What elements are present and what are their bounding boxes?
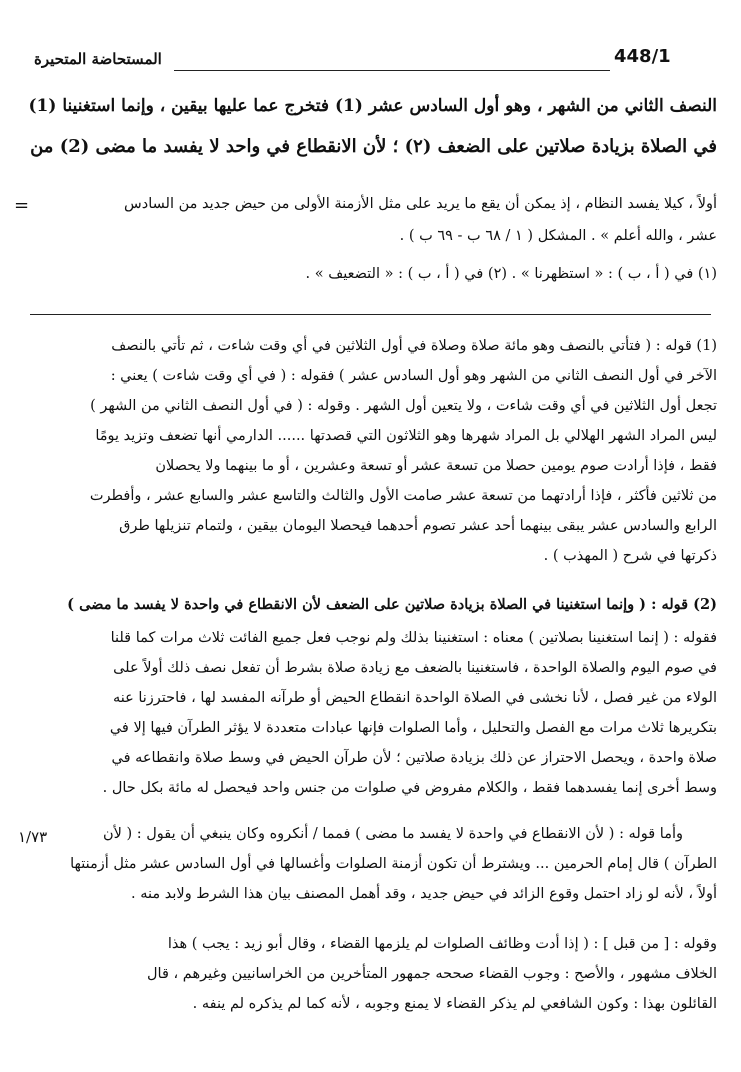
- continuation-mark: =: [14, 195, 30, 216]
- commentary-line: أولاً ، لأنه لو زاد احتمل وقوع الزائد في حيض جديد ، وقد أهمل المصنف بيان هذا الشرط ولابد منه .: [131, 886, 717, 902]
- margin-folio-marker: ١/٧٣: [18, 828, 48, 846]
- commentary-line: بتكريرها ثلاث مرات مع الفصل والتحليل ، وأما الصلوات فإنها عبادات متعددة لا يؤثر الطرآن فيها إلا في: [109, 720, 717, 736]
- footnote-line: أولاً ، كيلا يفسد النظام ، إذ يمكن أن يقع ما يريد على مثل الأزمنة الأولى من حيض جديد من السادس: [124, 196, 717, 212]
- page-header: [24, 44, 711, 84]
- commentary-line: وقوله : [ من قبل ] : ( إذا أدت وظائف الصلوات لم يلزمها القضاء ، وقال أبو زيد : يجب ) هذا: [167, 936, 717, 952]
- commentary-line: الولاء من غير فصل ، لأنا نخشى في الصلاة الواحدة انقطاع الحيض أو طرآنه المفسد لها ، فاحترزنا عنه: [112, 690, 717, 706]
- main-text-line: النصف الثاني من الشهر ، وهو أول السادس عشر (1) فتخرج عما عليها بيقين ، وإنما استغنينا (1): [28, 96, 717, 116]
- commentary-line: وأما قوله : ( لأن الانقطاع في واحدة لا يفسد ما مضى ) فمما / أنكروه وكان ينبغي أن يقول : ( لأن: [102, 826, 683, 842]
- commentary-line: ليس المراد الشهر الهلالي بل المراد شهرها وهو الثلاثون التي قصدتها ...... الدارمي أنها تضعف وتزيد يومًا: [95, 428, 717, 444]
- commentary-line: تجعل أول الثلاثين في أي وقت شاءت ، ولا يتعين أول الشهر . وقوله : ( في أول النصف الثاني من الشهر ): [90, 398, 717, 414]
- commentary-line: في صوم اليوم والصلاة الواحدة ، فاستغنينا بالضعف مع زيادة صلاة بشرط أن تفعل نصف ذلك أولاً على: [113, 660, 717, 676]
- commentary-line: الخلاف مشهور ، والأصح : وجوب القضاء صححه جمهور المتأخرين من الخراسانيين وغيرهم ، قال: [147, 966, 717, 982]
- commentary-line: القائلون بهذا : وكون الشافعي لم يذكر القضاء لا يمنع وجوبه ، لأنه كما لم يذكره لم ينفه .: [192, 996, 717, 1012]
- running-title: المستحاضة المتحيرة: [34, 50, 162, 68]
- commentary-line: ذكرتها في شرح ( المهذب ) .: [543, 548, 717, 564]
- separator-rule: [30, 314, 711, 315]
- footnote-line: (١) في ( أ ، ب ) : « استظهرنا » . (٢) في ( أ ، ب ) : « التضعيف » .: [305, 266, 717, 282]
- header-rule: [174, 70, 610, 71]
- main-text-line: في الصلاة بزيادة صلاتين على الضعف (٢) ؛ لأن الانقطاع في واحد لا يفسد ما مضى (2) من: [30, 136, 717, 157]
- commentary-line: وسط أخرى إنما يفسدهما فقط ، والكلام مفروض في صلوات من جنس واحد فيحصل له مائة بكل حال .: [102, 780, 717, 796]
- page-number: 448/1: [614, 46, 671, 67]
- footnote-line: عشر ، والله أعلم » . المشكل ( ١ / ٦٨ ب - ٦٩ ب ) .: [399, 228, 717, 244]
- commentary-line: فقوله : ( إنما استغنينا بصلاتين ) معناه : استغنينا بذلك ولم نوجب فعل جميع الفائت ثلاث مرات كما قلنا: [110, 630, 717, 646]
- commentary-line: (1) قوله : ( فتأتي بالنصف وهو مائة صلاة وصلاة في أول الثلاثين في أي وقت شاءت ، ثم تأتي بالنصف: [111, 338, 717, 354]
- commentary-line: من ثلاثين فأكثر ، فإذا أرادتهما من تسعة عشر صامت الأول والثالث والتاسع عشر والسابع عشر ، وأفطرت: [89, 488, 717, 504]
- commentary-line: الآخر في أول النصف الثاني من الشهر وهو أول السادس عشر ) فقوله : ( في أي وقت شاءت ) يعني :: [110, 368, 717, 384]
- commentary-line: صلاة واحدة ، ويحصل الاحتراز عن ذلك بزيادة صلاتين ؛ لأن طرآن الحيض في وسط صلاة وانقطاعه في: [111, 750, 717, 766]
- commentary-line: فقط ، فإذا أرادت صوم يومين حصلا من تسعة عشر أو تسعة وعشرين ، أو ما بينهما ولا يحصلان: [155, 458, 717, 474]
- commentary-line: الرابع والسادس عشر يبقى بينهما أحد عشر تصوم أحدهما فيحصلا اليومان بيقين ، ولتمام تنزيلها طرق: [119, 518, 717, 534]
- commentary-line: (2) قوله : ( وإنما استغنينا في الصلاة بزيادة صلاتين على الضعف لأن الانقطاع في واحدة لا يفسد ما مضى ): [67, 596, 717, 613]
- commentary-line: الطرآن ) قال إمام الحرمين ... ويشترط أن تكون أزمنة الصلوات وأغسالها في أول السادس عشر مثل أزمنتها: [70, 856, 717, 872]
